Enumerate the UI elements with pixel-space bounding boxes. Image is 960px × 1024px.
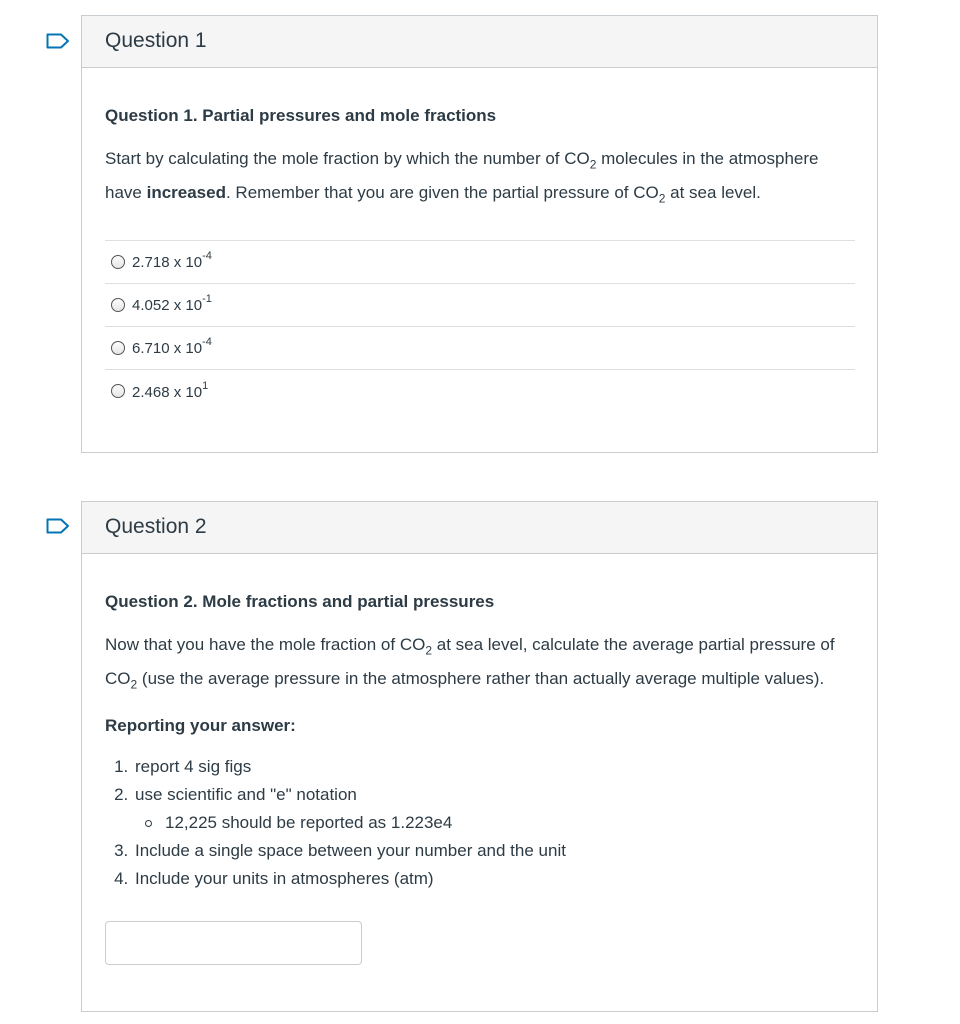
list-item: 3. Include a single space between your number and the unit (133, 837, 854, 865)
question-2 (81, 501, 878, 1012)
radio-button[interactable] (111, 384, 125, 398)
question-1-title: Question 1 (105, 29, 207, 52)
question-1-text: Start by calculating the mole fraction by which the number of $CO_2$ molecules in the atmosphere have increased. Remember that you are given the partial pressure of $CO_2$ at sea level. (105, 149, 819, 206)
list-item: 1. report 4 sig figs (133, 753, 854, 781)
question-1-header (82, 16, 877, 68)
question-1-body (82, 104, 877, 413)
question-1 (81, 15, 878, 453)
question-1-subtitle: Question 1. Partial pressures and mole fractions (105, 106, 497, 125)
question-2-body (82, 590, 877, 965)
answer-option-3[interactable] (105, 327, 855, 370)
radio-button[interactable] (111, 298, 125, 312)
question-2-subtitle: Question 2. Mole fractions and partial pressures (105, 592, 495, 611)
question-2-text: Now that you have the mole fraction of $CO_2$ at sea level, calculate the average partial pressure of $CO_2$ (use the average pressure in the atmosphere rather than actually average multiple values). (105, 635, 835, 692)
flag-question-icon[interactable] (46, 518, 70, 534)
answer-label: 6.710 x $10^{-4}$ (132, 336, 212, 358)
answer-option-4[interactable] (105, 370, 855, 413)
answer-label: 2.468 x $10^1$ (132, 379, 209, 401)
example-item: 12,225 should be reported as 1.223e4 (163, 809, 854, 837)
answer-option-2[interactable] (105, 284, 855, 327)
question-2-title: Question 2 (105, 515, 207, 538)
list-item: 2. use scientific and "e" notation 12,225 should be reported as 1.223e4 (133, 781, 854, 837)
example-list (135, 809, 854, 837)
radio-button[interactable] (111, 341, 125, 355)
answer-option-1[interactable] (105, 241, 855, 284)
list-item: 4. Include your units in atmospheres (atm) (133, 865, 854, 893)
answer-label: 4.052 x $10^{-1}$ (132, 293, 212, 315)
answer-list (105, 240, 855, 413)
flag-question-icon[interactable] (46, 33, 70, 49)
answer-input[interactable] (105, 921, 362, 965)
question-2-header (82, 502, 877, 554)
reporting-steps (105, 753, 854, 893)
reporting-label: Reporting your answer: (105, 715, 296, 735)
answer-label: 2.718 x $10^{-4}$ (132, 250, 212, 272)
radio-button[interactable] (111, 255, 125, 269)
